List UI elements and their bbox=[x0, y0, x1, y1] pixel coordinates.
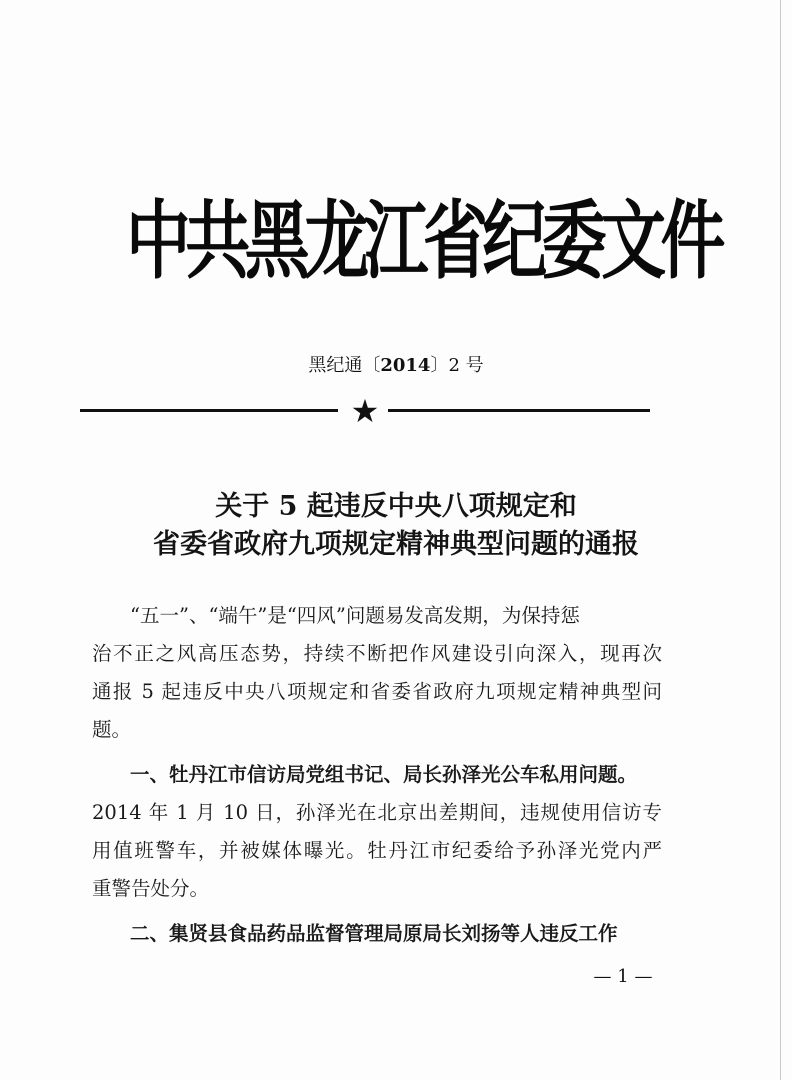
document-number bbox=[0, 352, 792, 380]
case-1-line: 重警告处分。 bbox=[92, 877, 210, 900]
intro-line: 题。 bbox=[92, 718, 132, 741]
divider-rule-right bbox=[388, 409, 650, 412]
doc-number-prefix: 黑纪通〔 bbox=[308, 355, 381, 376]
page-number: — 1 — bbox=[593, 966, 653, 987]
document-subject bbox=[60, 488, 732, 564]
document-header-title: 中共黑龙江省纪委文件 bbox=[126, 191, 721, 291]
intro-line: “五一”、“端午”是“四风”问题易发高发期，为保持惩 bbox=[130, 604, 580, 627]
star-icon: ★ bbox=[350, 392, 380, 430]
case-1-heading: 一、牡丹江市信访局党组书记、局长孙泽光公车私用问题。 bbox=[130, 763, 638, 786]
header-divider bbox=[80, 392, 650, 430]
doc-number-year: 2014 bbox=[380, 355, 431, 376]
doc-number-suffix: 〕2 号 bbox=[430, 355, 484, 376]
case-2-heading: 二、集贤县食品药品监督管理局原局长刘扬等人违反工作 bbox=[130, 922, 618, 945]
case-1-line: 用值班警车，并被媒体曝光。牡丹江市纪委给予孙泽光党内严 bbox=[92, 839, 662, 862]
subject-line-2: 省委省政府九项规定精神典型问题的通报 bbox=[153, 529, 639, 560]
case-1-line: 2014 年 1 月 10 日，孙泽光在北京出差期间，违规使用信访专 bbox=[92, 801, 662, 824]
divider-rule-left bbox=[80, 409, 338, 412]
intro-line: 治不正之风高压态势，持续不断把作风建设引向深入，现再次 bbox=[92, 642, 662, 665]
subject-line-1: 关于 5 起违反中央八项规定和 bbox=[215, 491, 577, 522]
document-body bbox=[92, 597, 662, 953]
intro-line: 通报 5 起违反中央八项规定和省委省政府九项规定精神典型问 bbox=[92, 680, 662, 703]
page-edge-line bbox=[780, 0, 781, 1080]
